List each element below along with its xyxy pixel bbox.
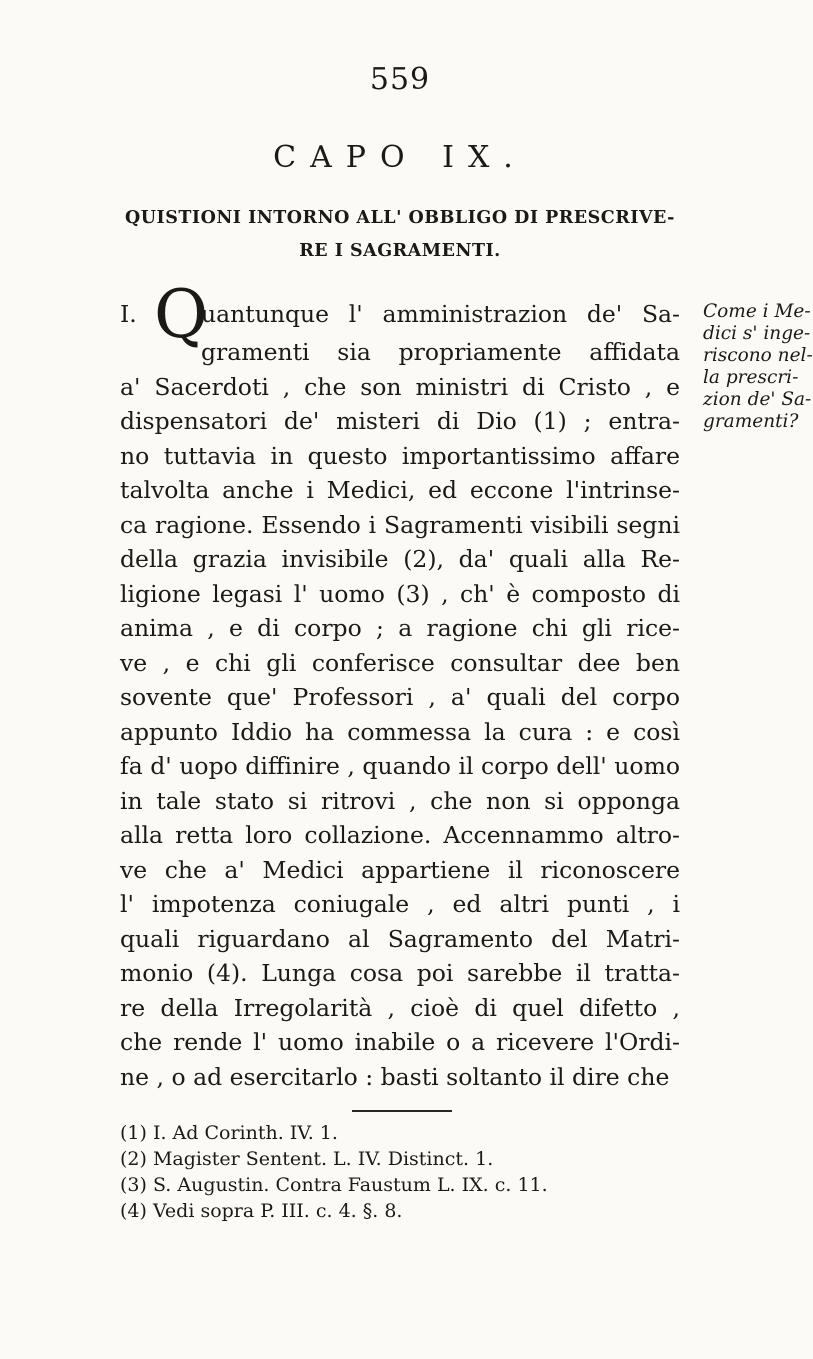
text-line: ve che a' Medici appartiene il riconoscere <box>120 855 680 884</box>
subtitle-line-1: QUISTIONI INTORNO ALL' OBBLIGO DI PRESCRIVE- <box>125 208 675 228</box>
chapter-title: CAPO IX. <box>273 140 527 175</box>
text-line: a' Sacerdoti , che son ministri di Cristo , e <box>120 372 680 401</box>
text-line: monio (4). Lunga cosa poi sarebbe il tratta- <box>120 959 680 987</box>
text-line: ca ragione. Essendo i Sagramenti visibili segni <box>120 510 680 539</box>
footnote: (2) Magister Sentent. L. IV. Distinct. 1. <box>120 1148 494 1170</box>
text-line: quali riguardano al Sagramento del Matri- <box>120 924 680 953</box>
text-line: dispensatori de' misteri di Dio (1) ; entra- <box>120 407 680 435</box>
text-line: della grazia invisibile (2), da' quali alla Re- <box>120 545 680 573</box>
text-line: che rende l' uomo inabile o a ricevere l'Ordi- <box>120 1028 680 1056</box>
body-text <box>120 276 680 1094</box>
text-line: gramenti sia propriamente affidata <box>201 338 680 366</box>
line-text: uantunque l' amministrazion de' Sa- <box>201 300 680 328</box>
text-line: in tale stato si ritrovi , che non si opponga <box>120 786 680 815</box>
chapter-subtitle <box>120 202 680 268</box>
margin-note-line: gramenti? <box>703 411 799 432</box>
footnotes <box>120 1120 720 1224</box>
footnote: (3) S. Augustin. Contra Faustum L. IX. c. 11. <box>120 1174 548 1196</box>
text-line: no tuttavia in questo importantissimo affare <box>120 441 680 470</box>
margin-note <box>703 301 813 433</box>
text-line: ne , o ad esercitarlo : basti soltanto il dire che <box>120 1062 670 1091</box>
text-line: re della Irregolarità , cioè di quel difetto , <box>120 993 680 1022</box>
text-line: talvolta anche i Medici, ed eccone l'intrinse- <box>120 476 680 504</box>
page-number: 559 <box>369 62 431 97</box>
text-line: ligione legasi l' uomo (3) , ch' è composto di <box>120 579 680 608</box>
footnote: (1) I. Ad Corinth. IV. 1. <box>120 1122 338 1144</box>
text-line: ve , e chi gli conferisce consultar dee ben <box>120 648 680 677</box>
text-line: alla retta loro collazione. Accennammo altro- <box>120 821 680 849</box>
margin-note-line: dici s' inge- <box>703 323 811 344</box>
subtitle-line-2: RE I SAGRAMENTI. <box>299 241 501 261</box>
margin-note-line: riscono nel- <box>703 345 813 366</box>
paragraph-number: I. <box>120 300 137 328</box>
text-line: appunto Iddio ha commessa la cura : e così <box>120 717 680 746</box>
text-line: sovente que' Professori , a' quali del corpo <box>120 683 680 711</box>
drop-cap: Q <box>154 276 209 353</box>
footnote-rule <box>352 1110 452 1112</box>
text-line: fa d' uopo diffinire , quando il corpo dell' uomo <box>120 752 680 780</box>
text-line: l' impotenza coniugale , ed altri punti , i <box>120 890 680 918</box>
text-line: anima , e di corpo ; a ragione chi gli rice- <box>120 614 680 642</box>
footnote: (4) Vedi sopra P. III. c. 4. §. 8. <box>120 1200 403 1222</box>
margin-note-line: la prescri- <box>703 367 799 388</box>
margin-note-line: zion de' Sa- <box>703 389 812 410</box>
margin-note-line: Come i Me- <box>703 301 811 322</box>
